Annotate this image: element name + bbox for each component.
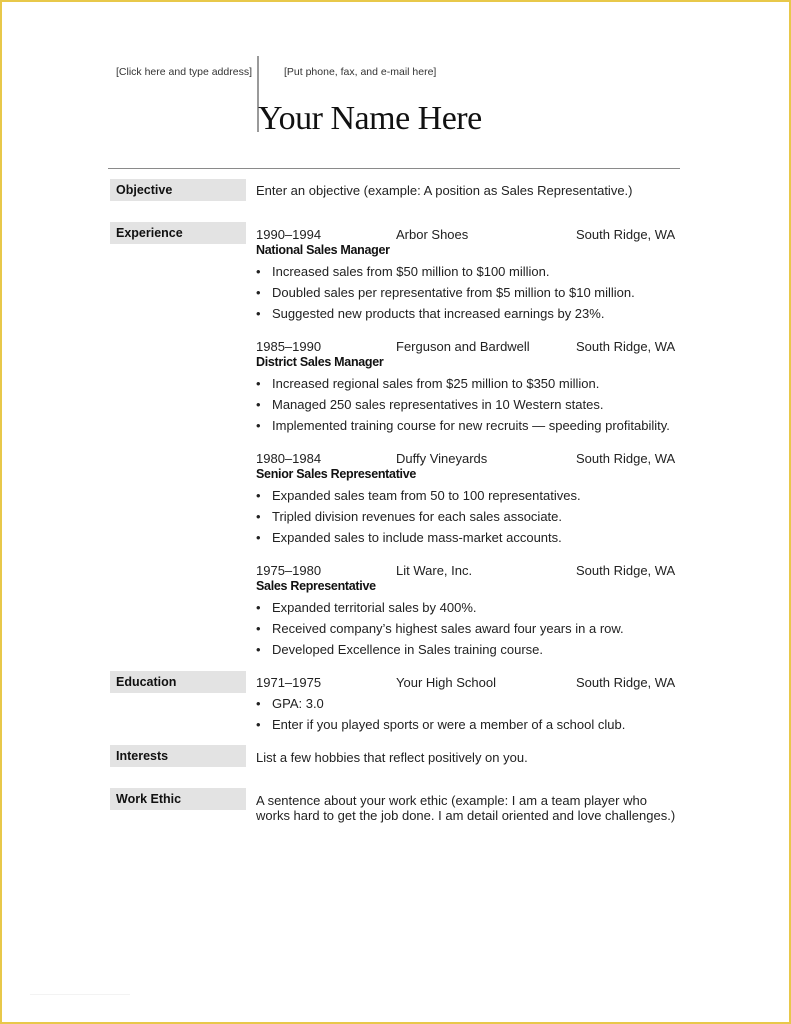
bullet-glyph: • — [256, 509, 261, 524]
bullet-glyph: • — [256, 530, 261, 545]
job-years[interactable]: 1990–1994 — [256, 227, 322, 242]
job-years[interactable]: 1985–1990 — [256, 339, 322, 354]
work-ethic-line-2[interactable]: works hard to get the job done. I am detail oriented and love challenges.) — [256, 808, 676, 823]
job-bullet[interactable]: • Received company’s highest sales award four years in a row. — [256, 621, 624, 636]
job-location[interactable]: South Ridge, WA — [576, 339, 676, 354]
bullet-glyph: • — [256, 264, 261, 279]
bullet-glyph: • — [256, 285, 261, 300]
job-title[interactable]: District Sales Manager — [256, 355, 384, 369]
education-years[interactable]: 1971–1975 — [256, 675, 322, 690]
education-bullet[interactable]: • Enter if you played sports or were a member of a school club. — [256, 717, 626, 732]
job-location[interactable]: South Ridge, WA — [576, 563, 676, 578]
bullet-glyph: • — [256, 306, 261, 321]
job-bullet[interactable]: • Tripled division revenues for each sales associate. — [256, 509, 562, 524]
job-bullet[interactable]: • Expanded sales to include mass-market accounts. — [256, 530, 562, 545]
job-bullet[interactable]: • Managed 250 sales representatives in 10 Western states. — [256, 397, 604, 412]
job-bullet[interactable]: • Expanded territorial sales by 400%. — [256, 600, 477, 615]
job-bullet[interactable]: • Increased sales from $50 million to $100 million. — [256, 264, 550, 279]
job-bullet[interactable]: • Expanded sales team from 50 to 100 representatives. — [256, 488, 581, 503]
job-bullet[interactable]: • Developed Excellence in Sales training course. — [256, 642, 543, 657]
job-bullet[interactable]: • Doubled sales per representative from $5 million to $10 million. — [256, 285, 635, 300]
interests-label: Interests — [110, 745, 246, 767]
job-years[interactable]: 1980–1984 — [256, 451, 322, 466]
job-title[interactable]: National Sales Manager — [256, 243, 390, 257]
job-company[interactable]: Arbor Shoes — [396, 227, 469, 242]
work-ethic-label: Work Ethic — [110, 788, 246, 810]
resume-name[interactable]: Your Name Here — [258, 100, 482, 137]
job-bullet[interactable]: • Suggested new products that increased earnings by 23%. — [256, 306, 605, 321]
job-title[interactable]: Senior Sales Representative — [256, 467, 417, 481]
education-school[interactable]: Your High School — [396, 675, 496, 690]
bullet-glyph: • — [256, 376, 261, 391]
bullet-glyph: • — [256, 642, 261, 657]
bullet-glyph: • — [256, 600, 261, 615]
job-company[interactable]: Lit Ware, Inc. — [396, 563, 473, 578]
education-location[interactable]: South Ridge, WA — [576, 675, 676, 690]
objective-label: Objective — [110, 179, 246, 201]
work-ethic-line-1[interactable]: A sentence about your work ethic (example: I am a team player who — [256, 793, 647, 808]
footer-mark — [30, 994, 130, 1003]
education-label: Education — [110, 671, 246, 693]
job-company[interactable]: Ferguson and Bardwell — [396, 339, 530, 354]
interests-text[interactable]: List a few hobbies that reflect positively on you. — [256, 750, 528, 765]
job-bullet[interactable]: • Implemented training course for new recruits — speeding profitability. — [256, 418, 670, 433]
job-company[interactable]: Duffy Vineyards — [396, 451, 488, 466]
job-bullet[interactable]: • Increased regional sales from $25 million to $350 million. — [256, 376, 600, 391]
job-years[interactable]: 1975–1980 — [256, 563, 322, 578]
bullet-glyph: • — [256, 488, 261, 503]
header-rule — [108, 168, 680, 169]
contact-placeholder[interactable]: [Put phone, fax, and e-mail here] — [284, 66, 437, 78]
job-title[interactable]: Sales Representative — [256, 579, 376, 593]
bullet-glyph: • — [256, 621, 261, 636]
job-location[interactable]: South Ridge, WA — [576, 227, 676, 242]
bullet-glyph: • — [256, 696, 261, 711]
bullet-glyph: • — [256, 418, 261, 433]
address-placeholder[interactable]: [Click here and type address] — [116, 66, 252, 78]
bullet-glyph: • — [256, 397, 261, 412]
job-location[interactable]: South Ridge, WA — [576, 451, 676, 466]
experience-label: Experience — [110, 222, 246, 244]
bullet-glyph: • — [256, 717, 261, 732]
objective-text[interactable]: Enter an objective (example: A position as Sales Representative.) — [256, 183, 633, 198]
education-bullet[interactable]: • GPA: 3.0 — [256, 696, 324, 711]
